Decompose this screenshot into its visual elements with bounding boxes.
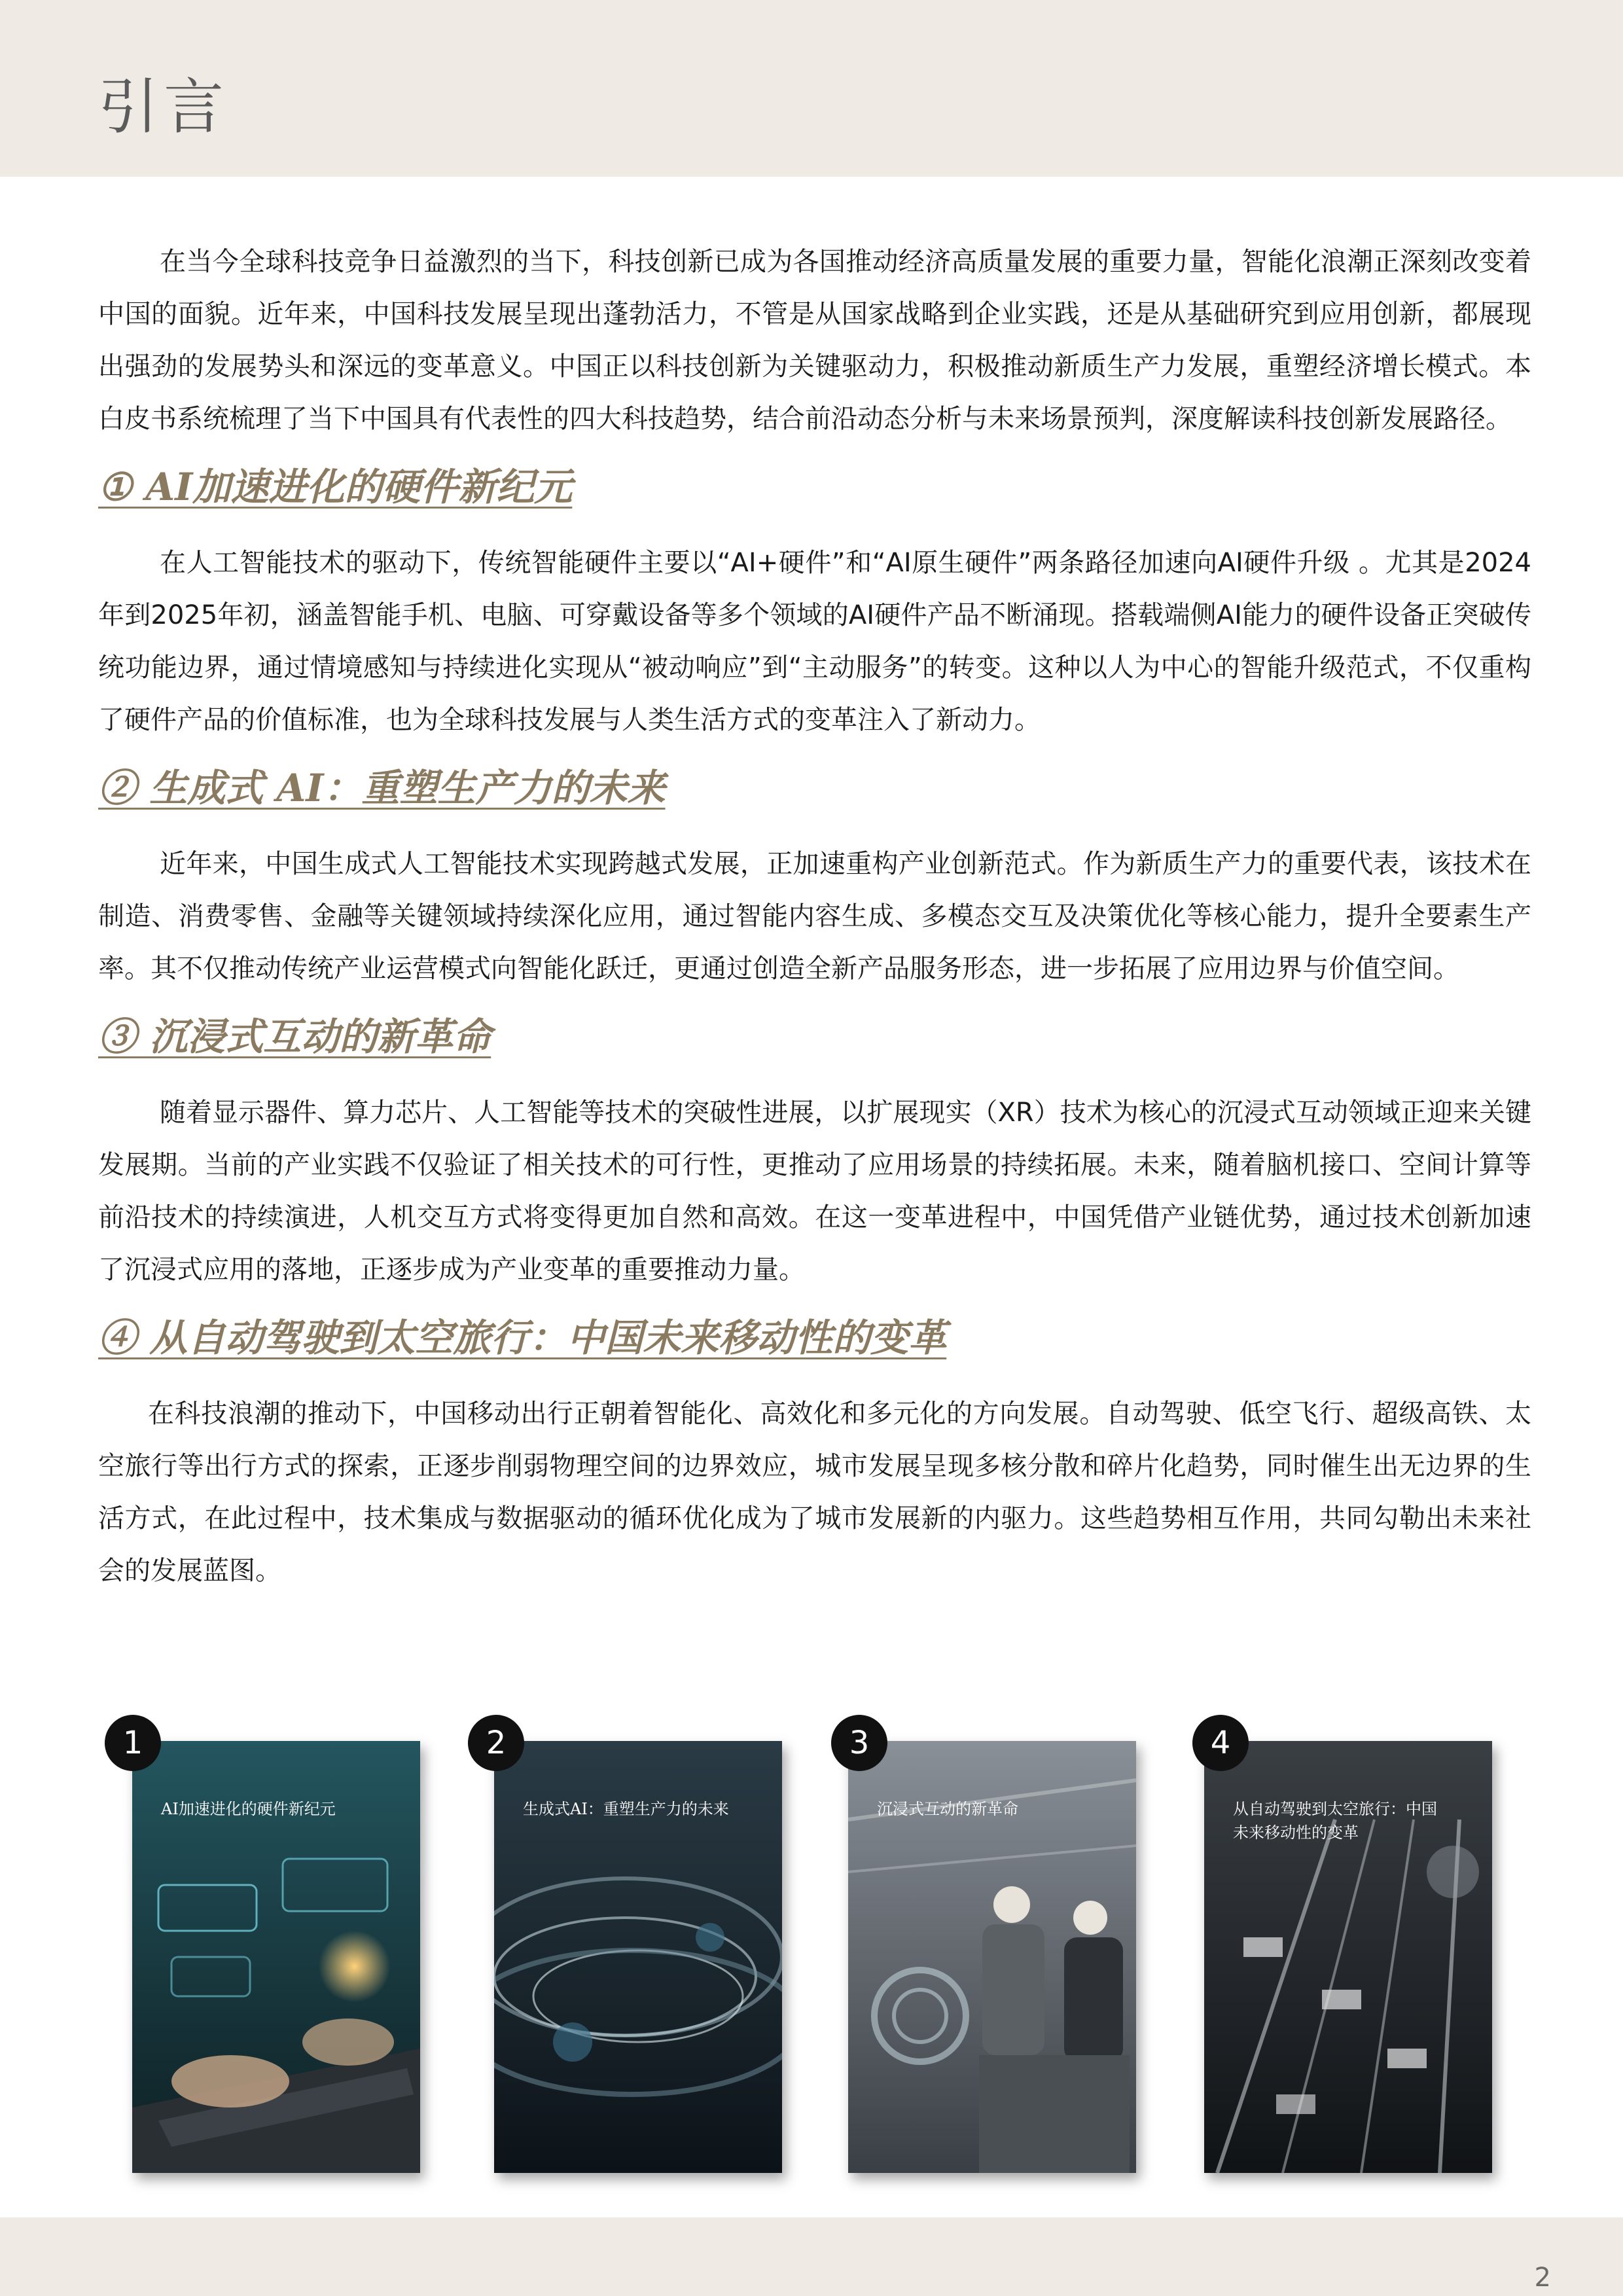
page-number: 2 [1534, 2263, 1551, 2293]
report-cover-3[interactable] [848, 1741, 1136, 2173]
footer-band [0, 2217, 1623, 2296]
section-text-4: 在科技浪潮的推动下，中国移动出行正朝着智能化、高效化和多元化的方向发展。自动驾驶、低空飞行、超级高铁、太空旅行等出行方式的探索，正逐步削弱物理空间的边界效应，城市发展呈现多核分散和碎片化趋势，同时催生出无边界的生活方式，在此过程中，技术集成与数据驱动的循环优化成为了城市发展新的内驱力。这些趋势相互作用，共同勾勒出未来社会的发展蓝图。 [98, 1399, 1531, 1586]
section-text-1: 在人工智能技术的驱动下，传统智能硬件主要以“AI+硬件”和“AI原生硬件”两条路径加速向AI硬件升级 。尤其是2024年到2025年初，涵盖智能手机、电脑、可穿戴设备等多个领域的AI硬件产品不断涌现。搭载端侧AI能力的硬件设备正突破传统功能边界，通过情境感知与持续进化实现从“被动响应”到“主动服务”的转变。这种以人为中心的智能升级范式，不仅重构了硬件产品的价值标准，也为全球科技发展与人类生活方式的变革注入了新动力。 [98, 548, 1531, 735]
cover-title-2: 生成式AI：重塑生产力的未来 [523, 1800, 729, 1818]
cover-title-1: AI加速进化的硬件新纪元 [161, 1800, 336, 1818]
section-heading-1: ① AI加速进化的硬件新纪元 [98, 465, 573, 509]
cover-badge-3: 3 [831, 1715, 887, 1771]
header-band [0, 0, 1623, 177]
section-heading-3: ③ 沉浸式互动的新革命 [98, 1014, 491, 1059]
cover-title-3: 沉浸式互动的新革命 [877, 1800, 1018, 1818]
section-text-3: 随着显示器件、算力芯片、人工智能等技术的突破性进展，以扩展现实（XR）技术为核心的沉浸式互动领域正迎来关键发展期。当前的产业实践不仅验证了相关技术的可行性，更推动了应用场景的持续拓展。未来，随着脑机接口、空间计算等前沿技术的持续演进，人机交互方式将变得更加自然和高效。在这一变革进程中，中国凭借产业链优势，通过技术创新加速了沉浸式应用的落地，正逐步成为产业变革的重要推动力量。 [98, 1098, 1531, 1285]
cover-badge-2: 2 [468, 1715, 524, 1771]
report-cover-2[interactable] [494, 1741, 782, 2173]
intro-paragraph: 在当今全球科技竞争日益激烈的当下，科技创新已成为各国推动经济高质量发展的重要力量，智能化浪潮正深刻改变着中国的面貌。近年来，中国科技发展呈现出蓬勃活力，不管是从国家战略到企业实践，还是从基础研究到应用创新，都展现出强劲的发展势头和深远的变革意义。中国正以科技创新为关键驱动力，积极推动新质生产力发展，重塑经济增长模式。本白皮书系统梳理了当下中国具有代表性的四大科技趋势，结合前沿动态分析与未来场景预判，深度解读科技创新发展路径。 [98, 247, 1531, 434]
section-text-2: 近年来，中国生成式人工智能技术实现跨越式发展，正加速重构产业创新范式。作为新质生产力的重要代表，该技术在制造、消费零售、金融等关键领域持续深化应用，通过智能内容生成、多模态交互及决策优化等核心能力，提升全要素生产率。其不仅推动传统产业运营模式向智能化跃迁，更通过创造全新产品服务形态，进一步拓展了应用边界与价值空间。 [98, 849, 1531, 984]
report-covers [105, 1715, 1518, 2212]
main-content [98, 236, 1531, 1597]
cover-title-4: 从自动驾驶到太空旅行：中国未来移动性的变革 [1233, 1800, 1437, 1842]
cover-badge-1: 1 [105, 1715, 161, 1771]
report-cover-1[interactable] [132, 1741, 420, 2173]
page-title: 引言 [98, 72, 230, 142]
section-heading-4: ④ 从自动驾驶到太空旅行：中国未来移动性的变革 [98, 1316, 947, 1360]
cover-badge-4: 4 [1192, 1715, 1249, 1771]
section-heading-2: ② 生成式 AI：重塑生产力的未来 [98, 766, 666, 810]
report-cover-4[interactable] [1204, 1741, 1492, 2173]
